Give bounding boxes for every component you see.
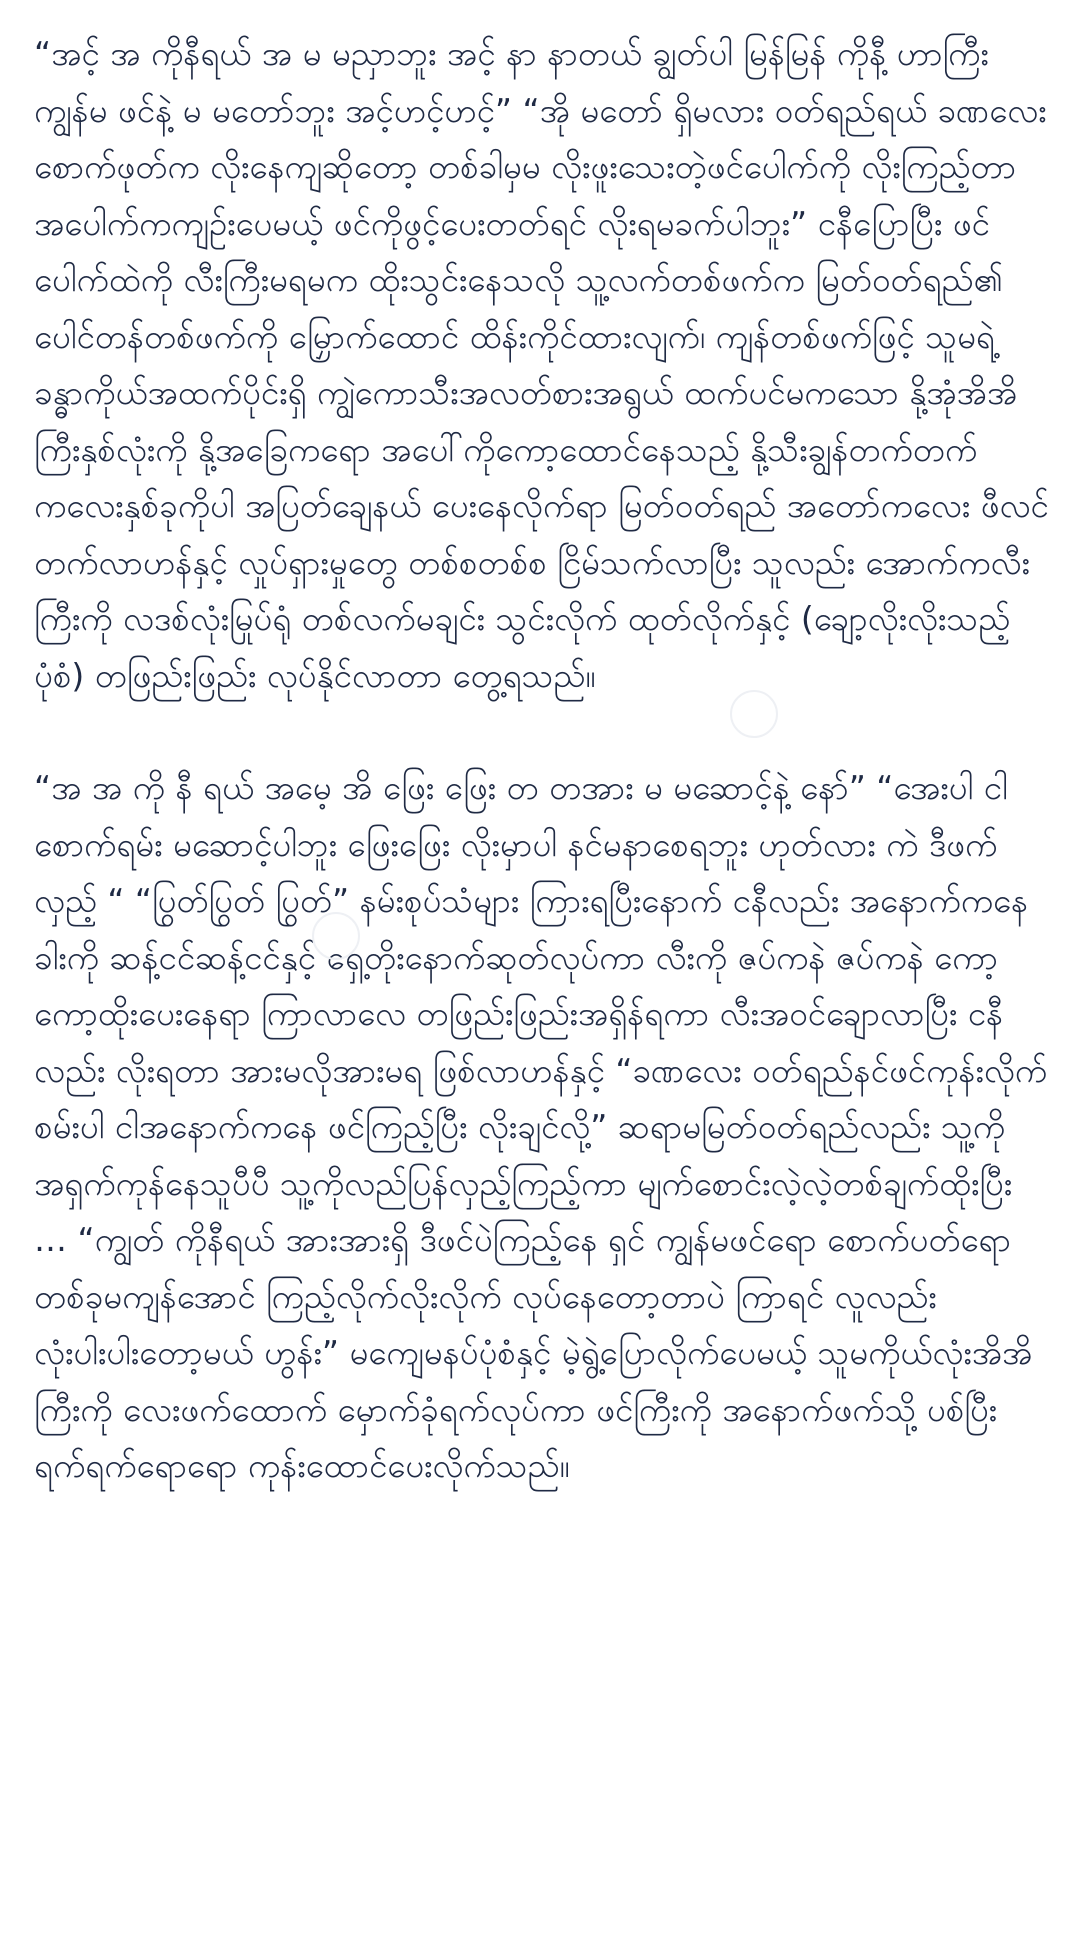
paragraph-1: “အင့် အ ကိုနီရယ် အ မ မညှာဘူး အင့် နာ နာတယ် ချွတ်ပါ မြန်မြန် ကိုနီ့ ဟာကြီး ကျွန်မ ဖင်နဲ့ မ မတော်ဘူး အင့်ဟင့်ဟင့်” “အို မတော် ရှိမလား ဝတ်ရည်ရယ် ခဏလေး စောက်ဖုတ်က လိုးနေကျဆိုတော့ တစ်ခါမှမ လိုးဖူးသေးတဲ့ဖင်ပေါက်ကို လိုးကြည့်တာ အပေါက်ကကျဉ်းပေမယ့် ဖင်ကိုဖွင့်ပေးတတ်ရင် လိုးရမခက်ပါဘူး” ငနီပြောပြီး ဖင်ပေါက်ထဲကို လီးကြီးမရမက ထိုးသွင်းနေသလို သူ့လက်တစ်ဖက်က မြတ်ဝတ်ရည်၏ ပေါင်တန်တစ်ဖက်ကို မြှောက်ထောင် ထိန်းကိုင်ထားလျက်၊ ကျန်တစ်ဖက်ဖြင့် သူမရဲ့ခန္ဓာကိုယ်အထက်ပိုင်းရှိ ကျွဲကောသီးအလတ်စားအရွယ် ထက်ပင်မကသော နို့အုံအိအိကြီးနှစ်လုံးကို နို့အခြေကရော အပေါ်ကိုကော့ထောင်နေသည့် နို့သီးချွန်တက်တက် ကလေးနှစ်ခုကိုပါ အပြတ်ချေနယ် ပေးနေလိုက်ရာ မြတ်ဝတ်ရည် အတော်ကလေး ဖီလင်တက်လာဟန်နှင့် လှုပ်ရှားမှုတွေ တစ်စတစ်စ ငြိမ်သက်လာပြီး သူလည်း အောက်ကလီးကြီးကို လဒစ်လုံးမြုပ်ရုံ တစ်လက်မချင်း သွင်းလိုက် ထုတ်လိုက်နှင့် (ချော့လိုးလိုးသည့်ပုံစံ) တဖြည်းဖြည်း လုပ်နိုင်လာတာ တွေ့ရသည်။ [34,34,1049,695]
article-body [34,26,1050,1495]
paragraph-2: “အ အ ကို နီ ရယ် အမေ့ အိ ဖြေး ဖြေး တ တအား မ မဆောင့်နဲ့ နော်” “အေးပါ ငါ စောက်ရမ်း မဆောင့်ပါဘူး ဖြေးဖြေး လိုးမှာပါ နင်မနာစေရဘူး ဟုတ်လား ကဲ ဒီဖက်လှည့် “ “ပြွတ်ပြွတ် ပြွတ်” နမ်းစုပ်သံများ ကြားရပြီးနောက် ငနီလည်း အနောက်ကနေ ခါးကို ဆန့်ငင်ဆန့်ငင်နှင့် ရှေ့တိုးနောက်ဆုတ်လုပ်ကာ လီးကို ဇပ်ကနဲ ဇပ်ကနဲ ကော့ကော့ထိုးပေးနေရာ ကြာလာလေ တဖြည်းဖြည်းအရှိန်ရကာ လီးအဝင်ချောလာပြီး ငနီလည်း လိုးရတာ အားမလိုအားမရ ဖြစ်လာဟန်နှင့် “ခဏလေး ဝတ်ရည်နင်ဖင်ကုန်းလိုက်စမ်းပါ ငါအနောက်ကနေ ဖင်ကြည့်ပြီး လိုးချင်လို့” ဆရာမမြတ်ဝတ်ရည်လည်း သူ့ကို အရှက်ကုန်နေသူပီပီ သူ့ကိုလည်ပြန်လှည့်ကြည့်ကာ မျက်စောင်းလဲ့လဲ့တစ်ချက်ထိုးပြီး … “ကျွတ် ကိုနီရယ် အားအားရှိ ဒီဖင်ပဲကြည့်နေ ရှင် ကျွန်မဖင်ရော စောက်ပတ်ရော တစ်ခုမကျန်အောင် ကြည့်လိုက်လိုးလိုက် လုပ်နေတော့တာပဲ ကြာရင် လူလည်း လုံးပါးပါးတော့မယ် ဟွန်း” မကျေမနပ်ပုံစံနှင့် မဲ့ရွဲ့ပြောလိုက်ပေမယ့် သူမကိုယ်လုံးအိအိကြီးကို လေးဖက်ထောက် မှောက်ခုံရက်လုပ်ကာ ဖင်ကြီးကို အနောက်ဖက်သို့ ပစ်ပြီး ရက်ရက်ရောရော ကုန်းထောင်ပေးလိုက်သည်။ [34,768,1048,1485]
